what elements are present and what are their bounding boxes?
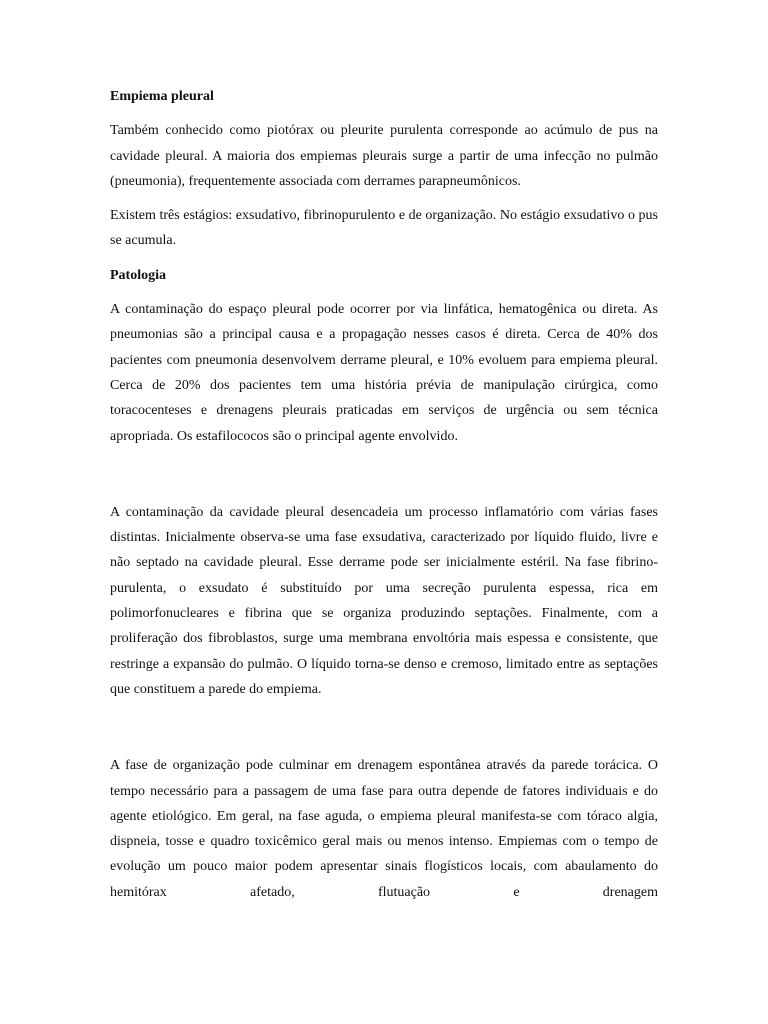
document-page [110, 84, 658, 914]
paragraph-stages: Existem três estágios: exsudativo, fibrinopurulento e de organização. No estágio exsudativo o pus se acumula. [110, 208, 658, 249]
paragraph-definition: Também conhecido como piotórax ou pleurite purulenta corresponde ao acúmulo de pus na cavidade pleural. A maioria dos empiemas pleurais surge a partir de uma infecção no pulmão (pneumonia), frequentemente associada com derrames parapneumônicos. [110, 123, 658, 189]
section-heading-patologia: Patologia [110, 267, 166, 283]
paragraph-contamination-routes: A contaminação do espaço pleural pode ocorrer por via linfática, hematogênica ou direta. As pneumonias são a principal causa e a propagação nesses casos é direta. Cerca de 40% dos pacientes com pneumonia desenvolvem derrame pleural, e 10% evoluem para empiema pleural. Cerca de 20% dos pacientes tem uma história prévia de manipulação cirúrgica, como toracocenteses e drenagens pleurais praticadas em serviços de urgência ou sem técnica apropriada. Os estafilococos são o principal agente envolvido. [110, 302, 658, 444]
section-heading-empiema-pleural: Empiema pleural [110, 89, 214, 104]
paragraph-gap [110, 711, 658, 753]
paragraph-gap [110, 458, 658, 500]
paragraph-inflammatory-phases: A contaminação da cavidade pleural desencadeia um processo inflamatório com várias fases distintas. Inicialmente observa-se uma fase exsudativa, caracterizado por líquido fluido, livre e não septado na cavidade pleural. Esse derrame pode ser inicialmente estéril. Na fase fibrino-purulenta, o exsudato é substituído por uma secreção purulenta espessa, rica em polimorfonucleares e fibrina que se organiza produzindo septações. Finalmente, com a proliferação dos fibroblastos, surge uma membrana envoltória mais espessa e consistente, que restringe a expansão do pulmão. O líquido torna-se denso e cremoso, limitado entre as septações que constituem a parede do empiema. [110, 504, 658, 697]
paragraph-organization-phase: A fase de organização pode culminar em drenagem espontânea através da parede torácica. O tempo necessário para a passagem de uma fase para outra depende de fatores individuais e do agente etiológico. Em geral, na fase aguda, o empiema pleural manifesta-se com tóraco algia, dispneia, tosse e quadro toxicêmico geral mais ou menos intenso. Empiemas com o tempo de evolução um pouco maior podem apresentar sinais flogísticos locais, com abaulamento do hemitórax afetado, flutuação e drenagem [110, 758, 658, 900]
